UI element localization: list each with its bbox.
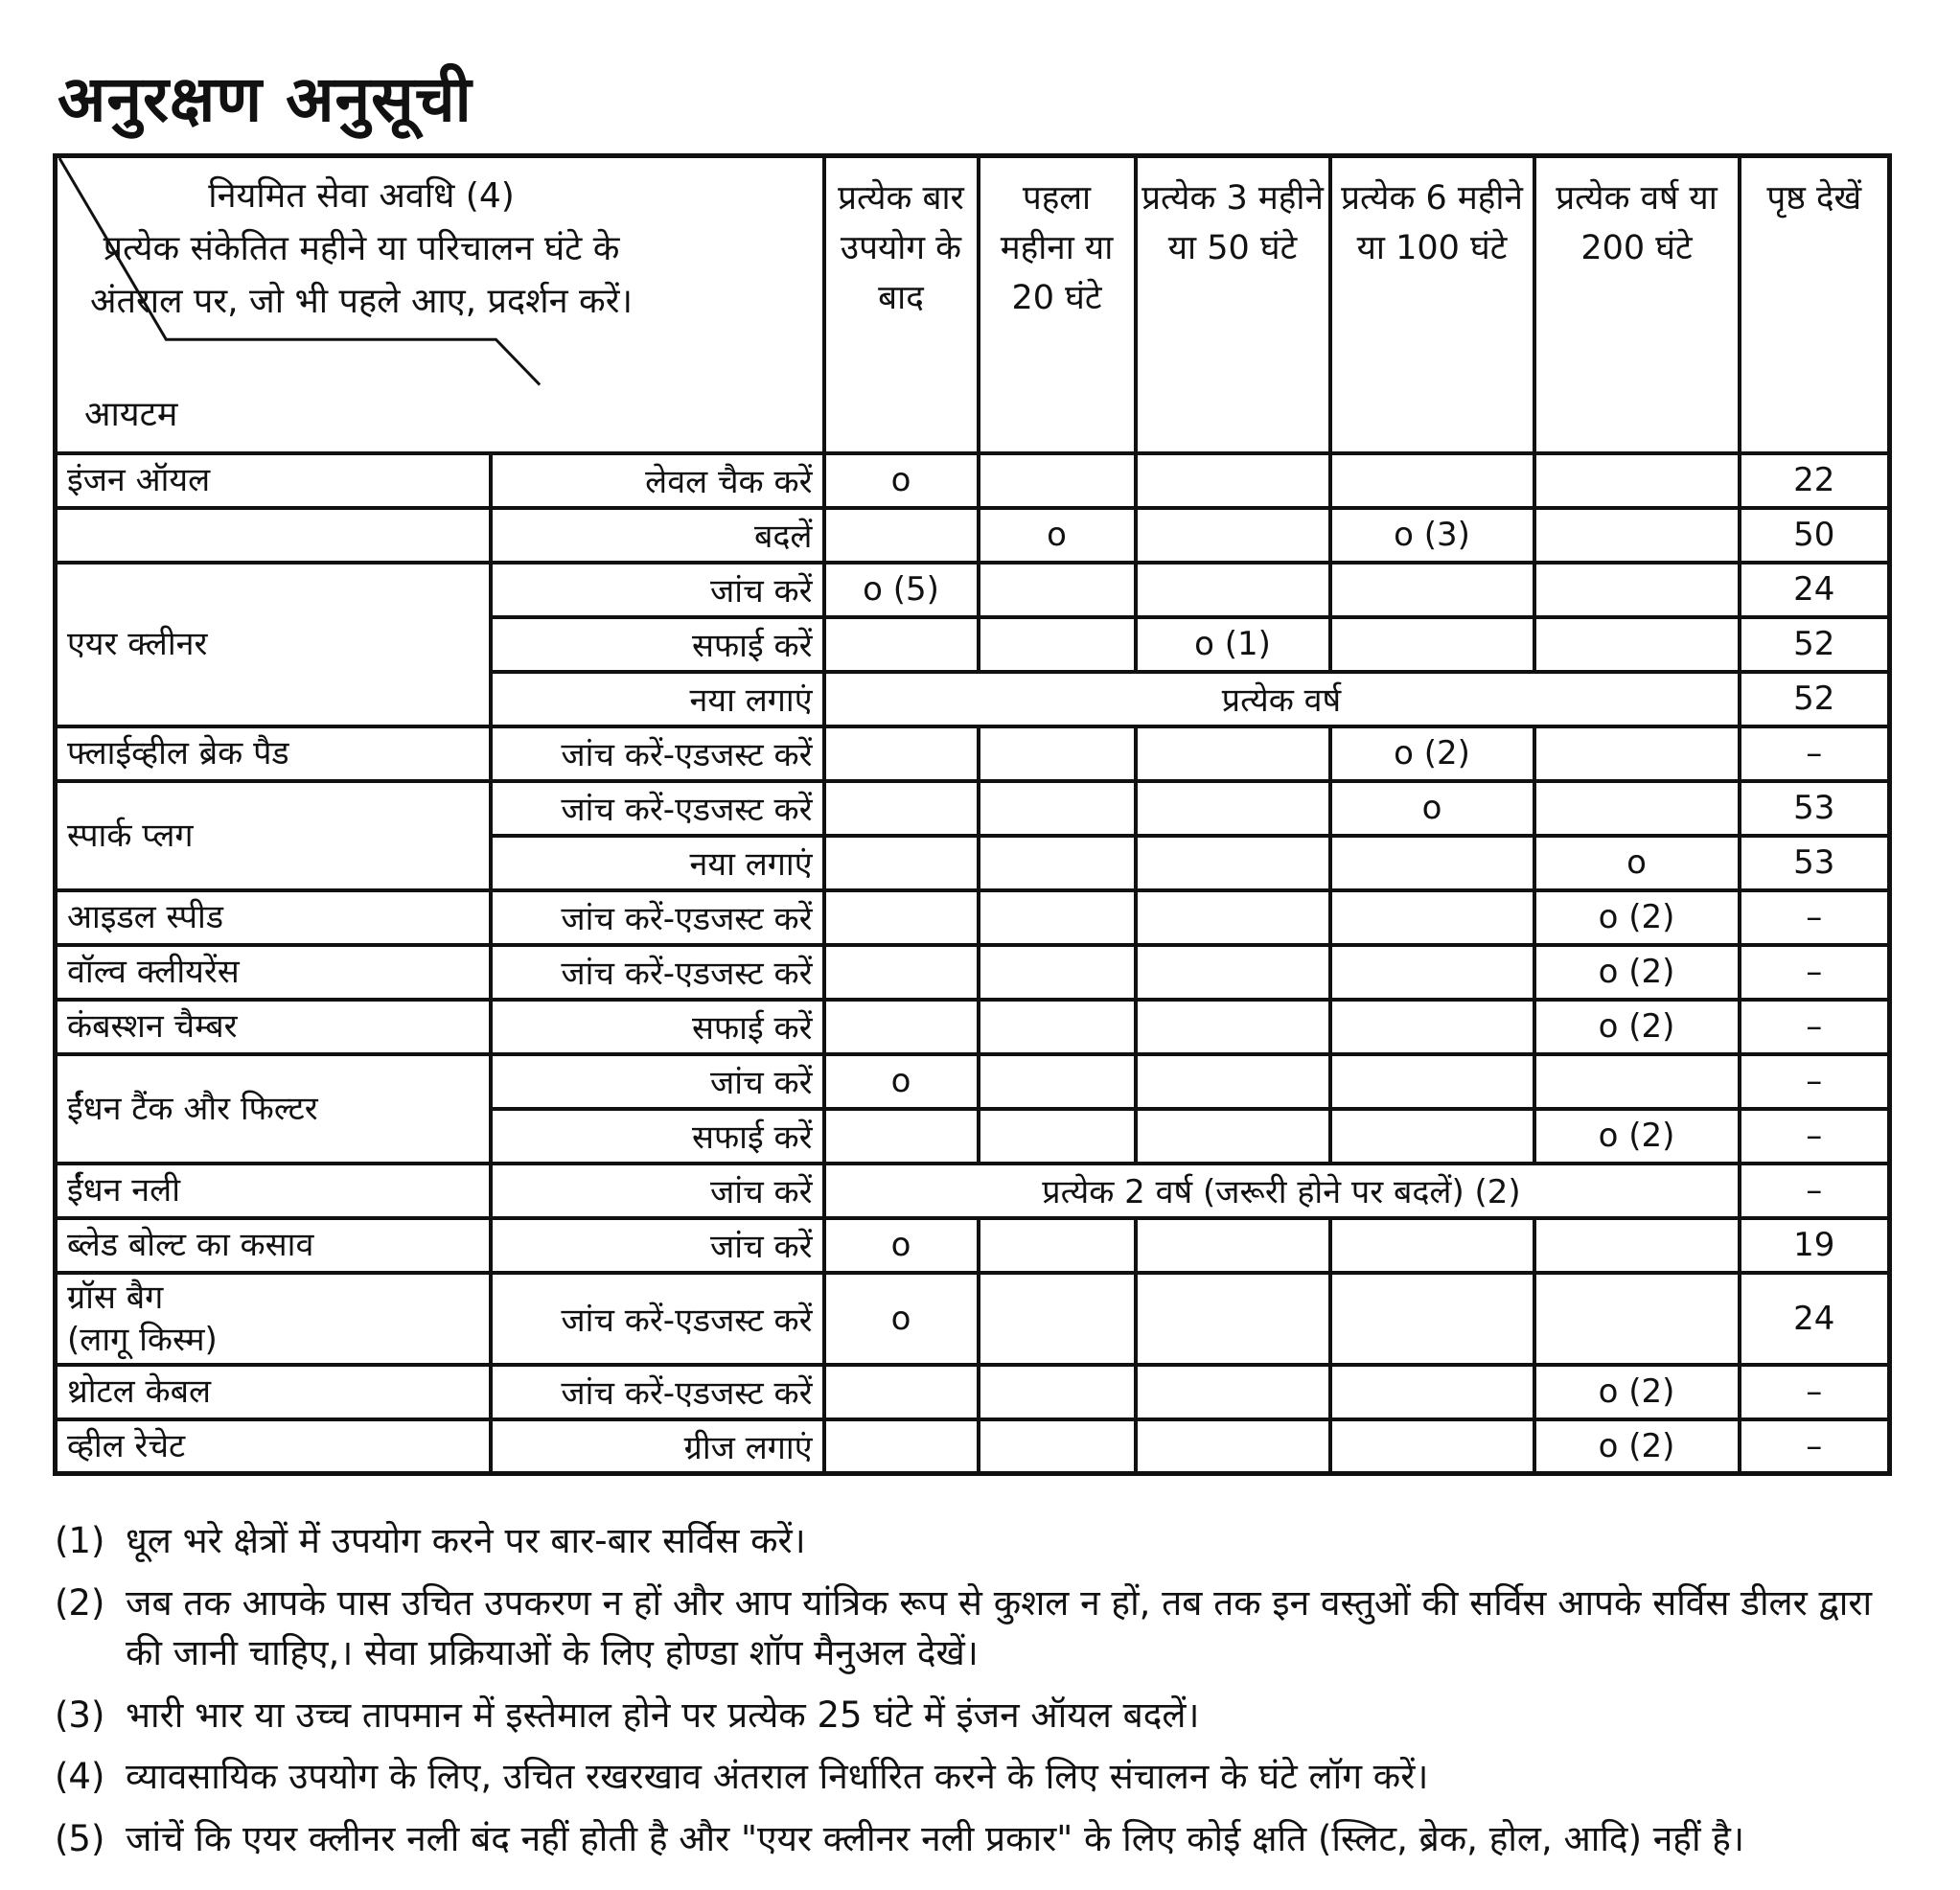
item-action-cell: बदलें xyxy=(491,508,824,563)
empty-schedule-cell xyxy=(1136,1273,1330,1365)
item-action-cell: जांच करें-एडजस्ट करें xyxy=(491,945,824,1000)
service-mark-cell: o (5) xyxy=(824,563,979,617)
item-action-cell: सफाई करें xyxy=(491,1109,824,1164)
service-mark-cell: o xyxy=(824,1273,979,1365)
item-action-cell: नया लगाएं xyxy=(491,672,824,726)
empty-schedule-cell xyxy=(979,563,1136,617)
empty-schedule-cell xyxy=(1330,890,1534,945)
empty-schedule-cell xyxy=(1330,1000,1534,1054)
footnote-number: (3) xyxy=(55,1694,105,1736)
empty-schedule-cell xyxy=(979,1218,1136,1273)
page-reference-cell: 24 xyxy=(1740,563,1890,617)
service-mark-cell: o (3) xyxy=(1330,508,1534,563)
service-mark-cell: o (2) xyxy=(1534,890,1740,945)
table-row xyxy=(56,1218,1890,1273)
table-row xyxy=(56,1000,1890,1054)
empty-schedule-cell xyxy=(979,836,1136,890)
empty-schedule-cell xyxy=(979,1054,1136,1109)
empty-schedule-cell xyxy=(1534,453,1740,508)
item-action-cell: जांच करें xyxy=(491,563,824,617)
item-action-cell: जांच करें xyxy=(491,1164,824,1218)
table-row xyxy=(56,1054,1890,1109)
empty-schedule-cell xyxy=(1330,453,1534,508)
empty-schedule-cell xyxy=(1136,1365,1330,1419)
empty-schedule-cell xyxy=(824,1000,979,1054)
page-reference-cell: – xyxy=(1740,1109,1890,1164)
footnote-number: (5) xyxy=(55,1817,105,1859)
table-row xyxy=(56,508,1890,563)
item-name-cell: ईंधन नली xyxy=(56,1164,491,1218)
footnote-number: (2) xyxy=(55,1581,105,1624)
page-reference-cell: – xyxy=(1740,1054,1890,1109)
service-period-line2: प्रत्येक संकेतित महीने या परिचालन घंटे के xyxy=(103,229,620,268)
empty-schedule-cell xyxy=(1534,508,1740,563)
item-action-cell: जांच करें-एडजस्ट करें xyxy=(491,781,824,836)
item-name-cell: आइडल स्पीड xyxy=(56,890,491,945)
item-name-cell: फ्लाईव्हील ब्रेक पैड xyxy=(56,726,491,781)
page-reference-cell: – xyxy=(1740,945,1890,1000)
empty-schedule-cell xyxy=(979,945,1136,1000)
empty-schedule-cell xyxy=(824,1419,979,1474)
service-mark-cell: o (2) xyxy=(1534,945,1740,1000)
item-action-cell: नया लगाएं xyxy=(491,836,824,890)
service-mark-cell: o xyxy=(979,508,1136,563)
item-action-cell: जांच करें-एडजस्ट करें xyxy=(491,890,824,945)
empty-schedule-cell xyxy=(979,1419,1136,1474)
item-action-cell: जांच करें-एडजस्ट करें xyxy=(491,1273,824,1365)
empty-schedule-cell xyxy=(1136,1419,1330,1474)
item-action-cell: जांच करें xyxy=(491,1054,824,1109)
footnote xyxy=(55,1814,1914,1865)
empty-schedule-cell xyxy=(1136,726,1330,781)
interval-span-cell: प्रत्येक वर्ष xyxy=(824,672,1740,726)
item-action-cell: जांच करें xyxy=(491,1218,824,1273)
interval-column-header: प्रत्येक 3 महीने या 50 घंटे xyxy=(1136,156,1330,453)
maintenance-schedule-table xyxy=(53,153,1892,1476)
empty-schedule-cell xyxy=(979,890,1136,945)
footnote xyxy=(55,1691,1914,1741)
interval-span-cell: प्रत्येक 2 वर्ष (जरूरी होने पर बदलें) (2) xyxy=(824,1164,1740,1218)
page-reference-cell: 22 xyxy=(1740,453,1890,508)
empty-schedule-cell xyxy=(1330,563,1534,617)
item-name-cell: ब्लेड बोल्ट का कसाव xyxy=(56,1218,491,1273)
empty-schedule-cell xyxy=(824,726,979,781)
footnote-text: जब तक आपके पास उचित उपकरण न हों और आप यांत्रिक रूप से कुशल न हों, तब तक इन वस्तुओं की सर्विस आपके सर्विस डीलर द्वारा की जानी चाहिए,। सेवा प्रक्रियाओं के लिए होण्डा शॉप मैनुअल देखें। xyxy=(126,1581,1873,1674)
item-name-cell: इंजन ऑयल xyxy=(56,453,491,508)
item-action-cell: सफाई करें xyxy=(491,617,824,672)
empty-schedule-cell xyxy=(1534,781,1740,836)
item-action-cell: जांच करें-एडजस्ट करें xyxy=(491,726,824,781)
item-action-cell: लेवल चैक करें xyxy=(491,453,824,508)
service-period-line1: नियमित सेवा अवधि (4) xyxy=(208,176,515,216)
table-row xyxy=(56,945,1890,1000)
item-name-cell: कंबस्शन चैम्बर xyxy=(56,1000,491,1054)
page-reference-cell: 52 xyxy=(1740,672,1890,726)
page-reference-cell: 19 xyxy=(1740,1218,1890,1273)
page-reference-cell: – xyxy=(1740,1164,1890,1218)
empty-schedule-cell xyxy=(824,945,979,1000)
service-period-heading xyxy=(90,170,633,328)
empty-schedule-cell xyxy=(1136,781,1330,836)
empty-schedule-cell xyxy=(1136,890,1330,945)
empty-schedule-cell xyxy=(1330,836,1534,890)
empty-schedule-cell xyxy=(1136,1109,1330,1164)
empty-schedule-cell xyxy=(1330,1419,1534,1474)
empty-schedule-cell xyxy=(979,617,1136,672)
item-name-cell: वॉल्व क्लीयरेंस xyxy=(56,945,491,1000)
empty-schedule-cell xyxy=(1330,1273,1534,1365)
item-action-cell: जांच करें-एडजस्ट करें xyxy=(491,1365,824,1419)
service-mark-cell: o xyxy=(824,453,979,508)
interval-column-header: प्रत्येक बार उपयोग के बाद xyxy=(824,156,979,453)
empty-schedule-cell xyxy=(824,890,979,945)
footnote-text: जांचें कि एयर क्लीनर नली बंद नहीं होती है और "एयर क्लीनर नली प्रकार" के लिए कोई क्षति (स्लिट, ब्रेक, होल, आदि) नहीं है। xyxy=(126,1817,1744,1859)
corner-header-cell xyxy=(56,156,824,453)
item-name-cell: व्हील रेचेट xyxy=(56,1419,491,1474)
empty-schedule-cell xyxy=(824,1109,979,1164)
empty-schedule-cell xyxy=(979,453,1136,508)
empty-schedule-cell xyxy=(1534,563,1740,617)
empty-schedule-cell xyxy=(1136,508,1330,563)
empty-schedule-cell xyxy=(1534,617,1740,672)
service-mark-cell: o xyxy=(1534,836,1740,890)
table-row xyxy=(56,781,1890,836)
empty-schedule-cell xyxy=(979,1109,1136,1164)
page-title: अनुरक्षण अनुसूची xyxy=(58,62,473,137)
page-reference-cell: – xyxy=(1740,890,1890,945)
empty-schedule-cell xyxy=(824,617,979,672)
footnote-text: धूल भरे क्षेत्रों में उपयोग करने पर बार-बार सर्विस करें। xyxy=(126,1520,806,1561)
item-name-line: (लागू किस्म) xyxy=(67,1320,218,1359)
page-reference-cell: – xyxy=(1740,1000,1890,1054)
item-name-cell xyxy=(56,1273,491,1365)
empty-schedule-cell xyxy=(824,781,979,836)
interval-column-header: पहला महीना या 20 घंटे xyxy=(979,156,1136,453)
footnote-number: (4) xyxy=(55,1756,105,1798)
service-mark-cell: o xyxy=(1330,781,1534,836)
service-mark-cell: o (1) xyxy=(1136,617,1330,672)
empty-schedule-cell xyxy=(1330,1365,1534,1419)
empty-schedule-cell xyxy=(1136,1000,1330,1054)
empty-schedule-cell xyxy=(979,1000,1136,1054)
header-row xyxy=(56,156,1890,453)
footnote xyxy=(55,1516,1914,1567)
empty-schedule-cell xyxy=(1136,945,1330,1000)
footnote-text: व्यावसायिक उपयोग के लिए, उचित रखरखाव अंतराल निर्धारित करने के लिए संचालन के घंटे लॉग करें। xyxy=(126,1756,1429,1798)
empty-schedule-cell xyxy=(979,1273,1136,1365)
table-row xyxy=(56,563,1890,617)
empty-schedule-cell xyxy=(1534,1054,1740,1109)
service-mark-cell: o (2) xyxy=(1534,1109,1740,1164)
interval-column-header: प्रत्येक 6 महीने या 100 घंटे xyxy=(1330,156,1534,453)
table-row xyxy=(56,453,1890,508)
page-reference-cell: 53 xyxy=(1740,781,1890,836)
empty-schedule-cell xyxy=(1136,836,1330,890)
item-name-line: ग्रॉस बैग xyxy=(67,1278,164,1317)
empty-schedule-cell xyxy=(1136,1218,1330,1273)
item-action-cell: सफाई करें xyxy=(491,1000,824,1054)
interval-column-header: प्रत्येक वर्ष या 200 घंटे xyxy=(1534,156,1740,453)
empty-schedule-cell xyxy=(1136,453,1330,508)
page-reference-cell: – xyxy=(1740,1365,1890,1419)
table-row xyxy=(56,890,1890,945)
service-mark-cell: o (2) xyxy=(1534,1419,1740,1474)
item-action-cell: ग्रीज लगाएं xyxy=(491,1419,824,1474)
page-reference-cell: – xyxy=(1740,726,1890,781)
service-mark-cell: o (2) xyxy=(1330,726,1534,781)
empty-schedule-cell xyxy=(1330,1054,1534,1109)
empty-schedule-cell xyxy=(1330,1218,1534,1273)
page-reference-cell: 50 xyxy=(1740,508,1890,563)
empty-schedule-cell xyxy=(1136,563,1330,617)
service-mark-cell: o (2) xyxy=(1534,1000,1740,1054)
empty-schedule-cell xyxy=(979,1365,1136,1419)
empty-schedule-cell xyxy=(824,836,979,890)
page-column-header: पृष्ठ देखें xyxy=(1740,156,1890,453)
footnote xyxy=(55,1752,1914,1803)
empty-schedule-cell xyxy=(1534,1273,1740,1365)
page-reference-cell: 53 xyxy=(1740,836,1890,890)
footnote xyxy=(55,1579,1914,1679)
footnote-number: (1) xyxy=(55,1520,105,1561)
table-row xyxy=(56,1365,1890,1419)
empty-schedule-cell xyxy=(824,508,979,563)
empty-schedule-cell xyxy=(1330,617,1534,672)
empty-schedule-cell xyxy=(1330,945,1534,1000)
footnote-text: भारी भार या उच्च तापमान में इस्तेमाल होने पर प्रत्येक 25 घंटे में इंजन ऑयल बदलें। xyxy=(126,1694,1200,1736)
item-name-cell: ईंधन टैंक और फिल्टर xyxy=(56,1054,491,1164)
empty-schedule-cell xyxy=(1534,726,1740,781)
table-row xyxy=(56,1273,1890,1365)
empty-schedule-cell xyxy=(824,1365,979,1419)
empty-schedule-cell xyxy=(979,726,1136,781)
item-name-cell: स्पार्क प्लग xyxy=(56,781,491,890)
item-name-cell: एयर क्लीनर xyxy=(56,563,491,726)
footnotes-section xyxy=(55,1516,1914,1876)
item-column-label: आयटम xyxy=(84,394,178,434)
empty-schedule-cell xyxy=(979,781,1136,836)
service-period-line3: अंतराल पर, जो भी पहले आए, प्रदर्शन करें। xyxy=(90,282,634,321)
empty-schedule-cell xyxy=(1136,1054,1330,1109)
empty-schedule-cell xyxy=(1330,1109,1534,1164)
item-name-cell: थ्रोटल केबल xyxy=(56,1365,491,1419)
service-mark-cell: o xyxy=(824,1218,979,1273)
empty-schedule-cell xyxy=(1534,1218,1740,1273)
service-mark-cell: o xyxy=(824,1054,979,1109)
table-row xyxy=(56,726,1890,781)
item-name-cell xyxy=(56,508,491,563)
service-mark-cell: o (2) xyxy=(1534,1365,1740,1419)
page-reference-cell: 52 xyxy=(1740,617,1890,672)
page-reference-cell: 24 xyxy=(1740,1273,1890,1365)
table-row xyxy=(56,1164,1890,1218)
page-reference-cell: – xyxy=(1740,1419,1890,1474)
table-row xyxy=(56,1419,1890,1474)
